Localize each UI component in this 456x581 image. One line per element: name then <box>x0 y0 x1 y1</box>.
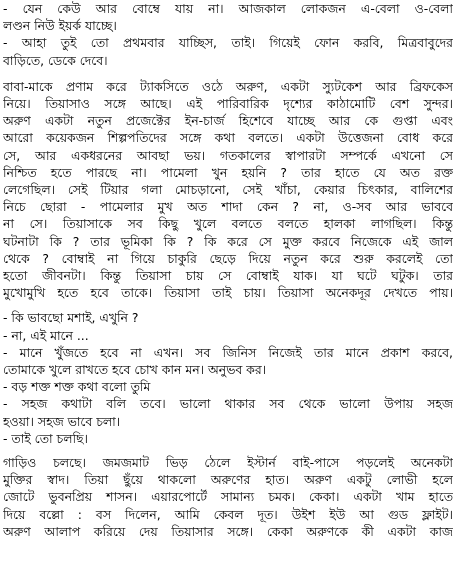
text-line: - তাই তো চলছি। <box>3 430 88 446</box>
text-line: সে, আর একধরনের আবছা ভয়। গতকালের স্বাপারটা সম্পর্কে এখনো সে <box>3 147 453 163</box>
text-line: বাড়িতে, ডেকে দেবে। <box>3 52 108 68</box>
text-line: - সহজ কথাটা বলি তবে। ভালো থাকার সব থেকে ভালো উপায় সহজ <box>3 396 453 412</box>
paragraph-gap <box>3 447 453 454</box>
text-line: - বড় শক্ত শক্ত কথা বলো তুমি <box>3 379 151 395</box>
text-line: লেগেছিল। সেই টিয়ার গলা মোচড়ানো, সেই খাঁচা, কেয়ার চিৎকার, বালিশের <box>3 182 453 198</box>
text-line: তোমাকে খুলে রাখতে হবে চোখ কান মন। অনুভব কর। <box>3 362 267 378</box>
paragraph-gap <box>3 69 453 78</box>
narrative-paragraph-airport <box>3 454 453 540</box>
text-line: - কি ভাবছো মশাই, এখুনি ? <box>3 310 139 326</box>
text-line: ঘটনাটা কি ? তার ভূমিকা কি ? কি করে সে মুক্ত করবে নিজেকে এই জাল <box>3 233 453 249</box>
text-line: না সে। তিয়াসাকে সব কিছু খুলে বলতে বলতে হালকা লাগছিল। কিন্তু <box>3 216 453 232</box>
text-line: নিশ্চিত হতে পারছে না। পামেলা খুন হয়নি ? তার হাতে যে অত রক্ত <box>3 164 453 180</box>
text-line: জোটে ভুবনপ্রিয় শাসন। এয়ারপোর্টে সামান্য চমক। কেকা। একটা খাম হাতে <box>3 489 453 505</box>
text-line: গাড়িও চলছে। জমজমাট ভিড় ঠেলে ইস্টার্ন বাই-পাসে পড়লেই অনেকটা <box>3 455 453 471</box>
text-line: আরো কয়েকজন শিল্পপতিদের সঙ্গে কথা বলতে। একটা উত্তেজনা বোধ করে <box>3 130 453 146</box>
text-line: মুখোমুখি হতে হবে তাকে। তিয়াসা তাই চায়। তিয়াসা অনেকদূর দেখতে পায়। <box>3 285 453 301</box>
text-line: - মানে খুঁজতে হবে না এখন। সব জিনিস নিজেই তার মানে প্রকাশ করবে, <box>3 344 453 360</box>
text-line: - না, এই মানে ... <box>3 327 89 343</box>
paragraph-gap <box>3 301 453 309</box>
text-line: মুক্তির স্বাদ। তিয়া ছুঁয়ে থাকলো অরুণের হাত। অরুণ একটু লোভী হলে <box>3 472 453 488</box>
text-line: - আহা তুই তো প্রথমবার যাচ্ছিস, তাই। গিয়েই ফোন করবি, মিত্রবাবুদের <box>3 35 453 51</box>
dialogue-block-conversation <box>3 309 453 447</box>
text-line: দিয়ে বল্লো : বস দিলেন, আমি কেবল দূত। উইশ ইউ আ গুড ফ্লাইট। <box>3 506 453 522</box>
narrative-paragraph-taxi <box>3 78 453 302</box>
text-line: নিয়ে। তিয়াসাও সঙ্গে আছে। এই পারিবারিক দৃশ্যের কাঠামোটি বেশ সুন্দর। <box>3 96 453 112</box>
text-line: লণ্ডন নিউ ইয়র্ক যাচ্ছে। <box>3 18 117 34</box>
text-line: থেকে ? বোম্বাই না গিয়ে চাকুরি ছেড়ে দিয়ে নতুন করে শুরু করলেই তো <box>3 250 453 266</box>
text-line: হওয়া। সহজ ভাবে চলা। <box>3 413 121 429</box>
story-page <box>3 0 453 540</box>
text-line: হতো জীবনটা। কিন্তু তিয়াসা চায় সে বোম্বাই যাক। যা ঘটে ঘটুক। তার <box>3 268 453 284</box>
text-line: অরুণ একটা নতুন প্রজেক্টের ইন-চার্জ হিশেবে যাচ্ছে আর কে গুপ্তা এবং <box>3 113 453 129</box>
text-line: অরুণ আলাপ করিয়ে দেয় তিয়াসার সঙ্গে। কেকা অরুণকে কী একটা কাজ <box>3 523 453 539</box>
dialogue-block-departure <box>3 0 453 69</box>
text-line: বাবা-মাকে প্রণাম করে ট্যাকসিতে ওঠে অরুণ, একটা স্যুটকেশ আর ব্রিফকেস <box>3 78 453 94</box>
text-line: - যেন কেউ আর বোম্বে যায় না। আজকাল লোকজন এ-বেলা ও-বেলা <box>3 1 453 16</box>
text-line: নিচে ছোরা - পামেলার মুখ অত শাদা কেন ? না, ও-সব আর ভাববে <box>3 199 453 215</box>
